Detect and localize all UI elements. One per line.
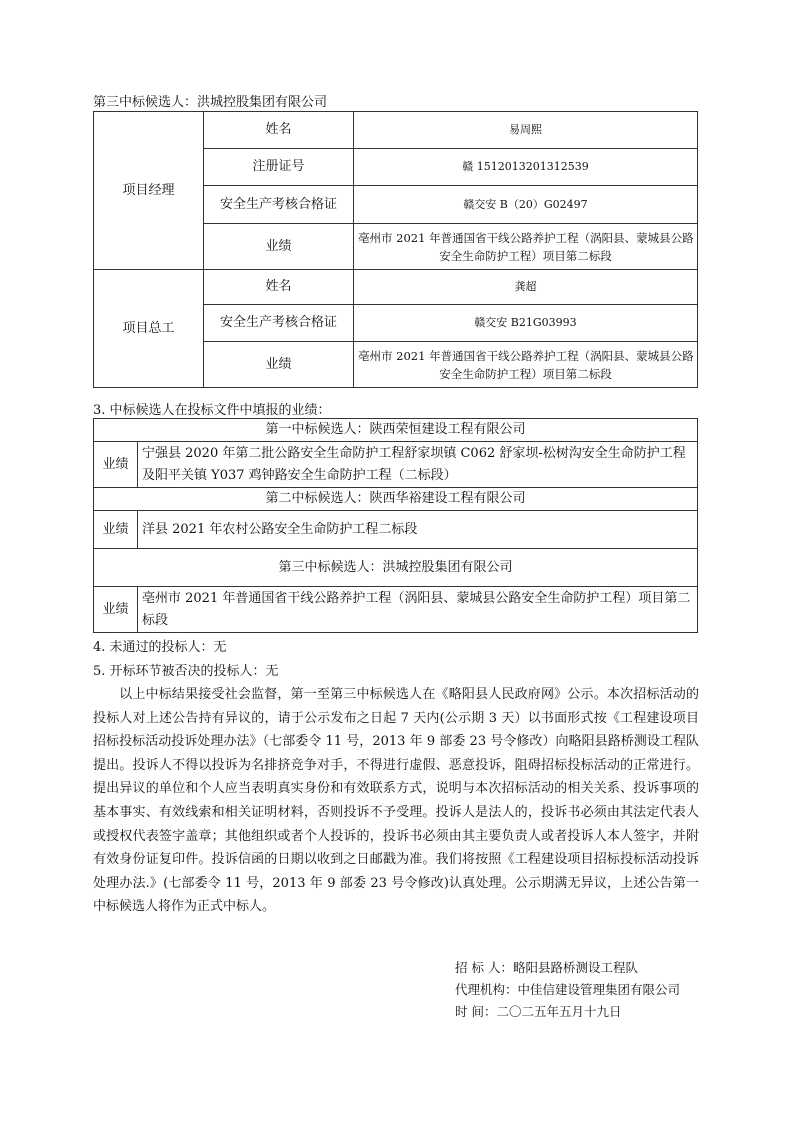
section-3-title: 3. 中标候选人在投标文件中填报的业绩：	[93, 403, 331, 418]
engineer-name-label: 姓名	[204, 270, 354, 305]
engineer-safety-no: 赣交安 B21G03993	[354, 305, 698, 342]
manager-safety-no: 赣交安 B（20）G02497	[354, 186, 698, 224]
engineer-role: 项目总工	[94, 270, 204, 388]
second-perf-text: 洋县 2021 年农村公路安全生命防护工程二标段	[138, 511, 698, 549]
signature-agency: 代理机构：中佳信建设管理集团有限公司	[455, 982, 681, 997]
signature-date: 时 间：二〇二五年五月十九日	[455, 1004, 622, 1019]
engineer-performance	[354, 342, 698, 388]
engineer-perf-line1: 亳州市 2021 年普通国省干线公路养护工程（涡阳县、蒙城县公路	[358, 348, 694, 363]
notice-paragraph-text: 以上中标结果接受社会监督，第一至第三中标候选人在《略阳县人民政府网》公示。本次招标活动的投标人对上述公告持有异议的，请于公示发布之日起 7 天内(公示期 3 天）以书面形式按《工程建设项目招标投标活动投诉处理办法》（七部委令 11 号，2013 年 9 部委 23 号令修改）向略阳县路桥测设工程队提出。投诉人不得以投诉为名排挤竞争对手，不得进行虚假、恶意投诉，阻碍招标投标活动的正常进行。提出异议的单位和个人应当表明真实身份和有效联系方式，说明与本次招标活动的相关关系、投诉事项的基本事实、有效线索和相关证明材料，否则投诉不予受理。投诉人是法人的，投诉书必须由其法定代表人或授权代表签字盖章；其他组织或者个人投诉的，投诉书必须由其主要负责人或者投诉人本人签字，并附有效身份证复印件。投诉信函的日期以收到之日邮戳为准。我们将按照《工程建设项目招标投标活动投诉处理办法.》(七部委令 11 号，2013 年 9 部委 23 号令修改)认真处理。公示期满无异议，上述公告第一中标候选人将作为正式中标人。	[93, 687, 699, 915]
personnel-table	[93, 111, 698, 388]
third-candidate-header: 第三中标候选人：洪城控股集团有限公司	[94, 549, 698, 587]
third-candidate-heading: 第三中标候选人：洪城控股集团有限公司	[93, 95, 328, 110]
manager-reg-label: 注册证号	[204, 149, 354, 186]
manager-performance	[354, 224, 698, 270]
manager-role: 项目经理	[94, 112, 204, 270]
manager-safety-label: 安全生产考核合格证	[204, 186, 354, 224]
notice-paragraph	[93, 683, 699, 919]
performance-table	[93, 418, 698, 633]
first-candidate-header: 第一中标候选人：陕西荣恒建设工程有限公司	[94, 419, 698, 442]
engineer-perf-label: 业绩	[204, 342, 354, 388]
manager-reg-no: 赣 1512013201312539	[354, 149, 698, 186]
manager-name: 易周熙	[354, 112, 698, 149]
third-perf-label: 业绩	[94, 587, 138, 633]
engineer-name: 龚超	[354, 270, 698, 305]
second-candidate-header: 第二中标候选人：陕西华裕建设工程有限公司	[94, 488, 698, 511]
engineer-perf-line2: 安全生命防护工程）项目第二标段	[439, 366, 612, 381]
second-perf-label: 业绩	[94, 511, 138, 549]
manager-perf-line2: 安全生命防护工程）项目第二标段	[439, 248, 612, 263]
manager-name-label: 姓名	[204, 112, 354, 149]
engineer-safety-label: 安全生产考核合格证	[204, 305, 354, 342]
first-perf-label: 业绩	[94, 442, 138, 488]
signature-tenderer: 招 标 人：略阳县路桥测设工程队	[455, 960, 638, 975]
third-perf-text: 亳州市 2021 年普通国省干线公路养护工程（涡阳县、蒙城县公路安全生命防护工程）项目第二标段	[138, 587, 698, 633]
manager-perf-line1: 亳州市 2021 年普通国省干线公路养护工程（涡阳县、蒙城县公路	[358, 230, 694, 245]
section-4: 4. 未通过的投标人：无	[93, 640, 227, 655]
first-perf-text: 宁强县 2020 年第二批公路安全生命防护工程舒家坝镇 C062 舒家坝-松树沟安全生命防护工程及阳平关镇 Y037 鸡钟路安全生命防护工程（二标段）	[138, 442, 698, 488]
manager-perf-label: 业绩	[204, 224, 354, 270]
section-5: 5. 开标环节被否决的投标人：无	[93, 664, 279, 679]
